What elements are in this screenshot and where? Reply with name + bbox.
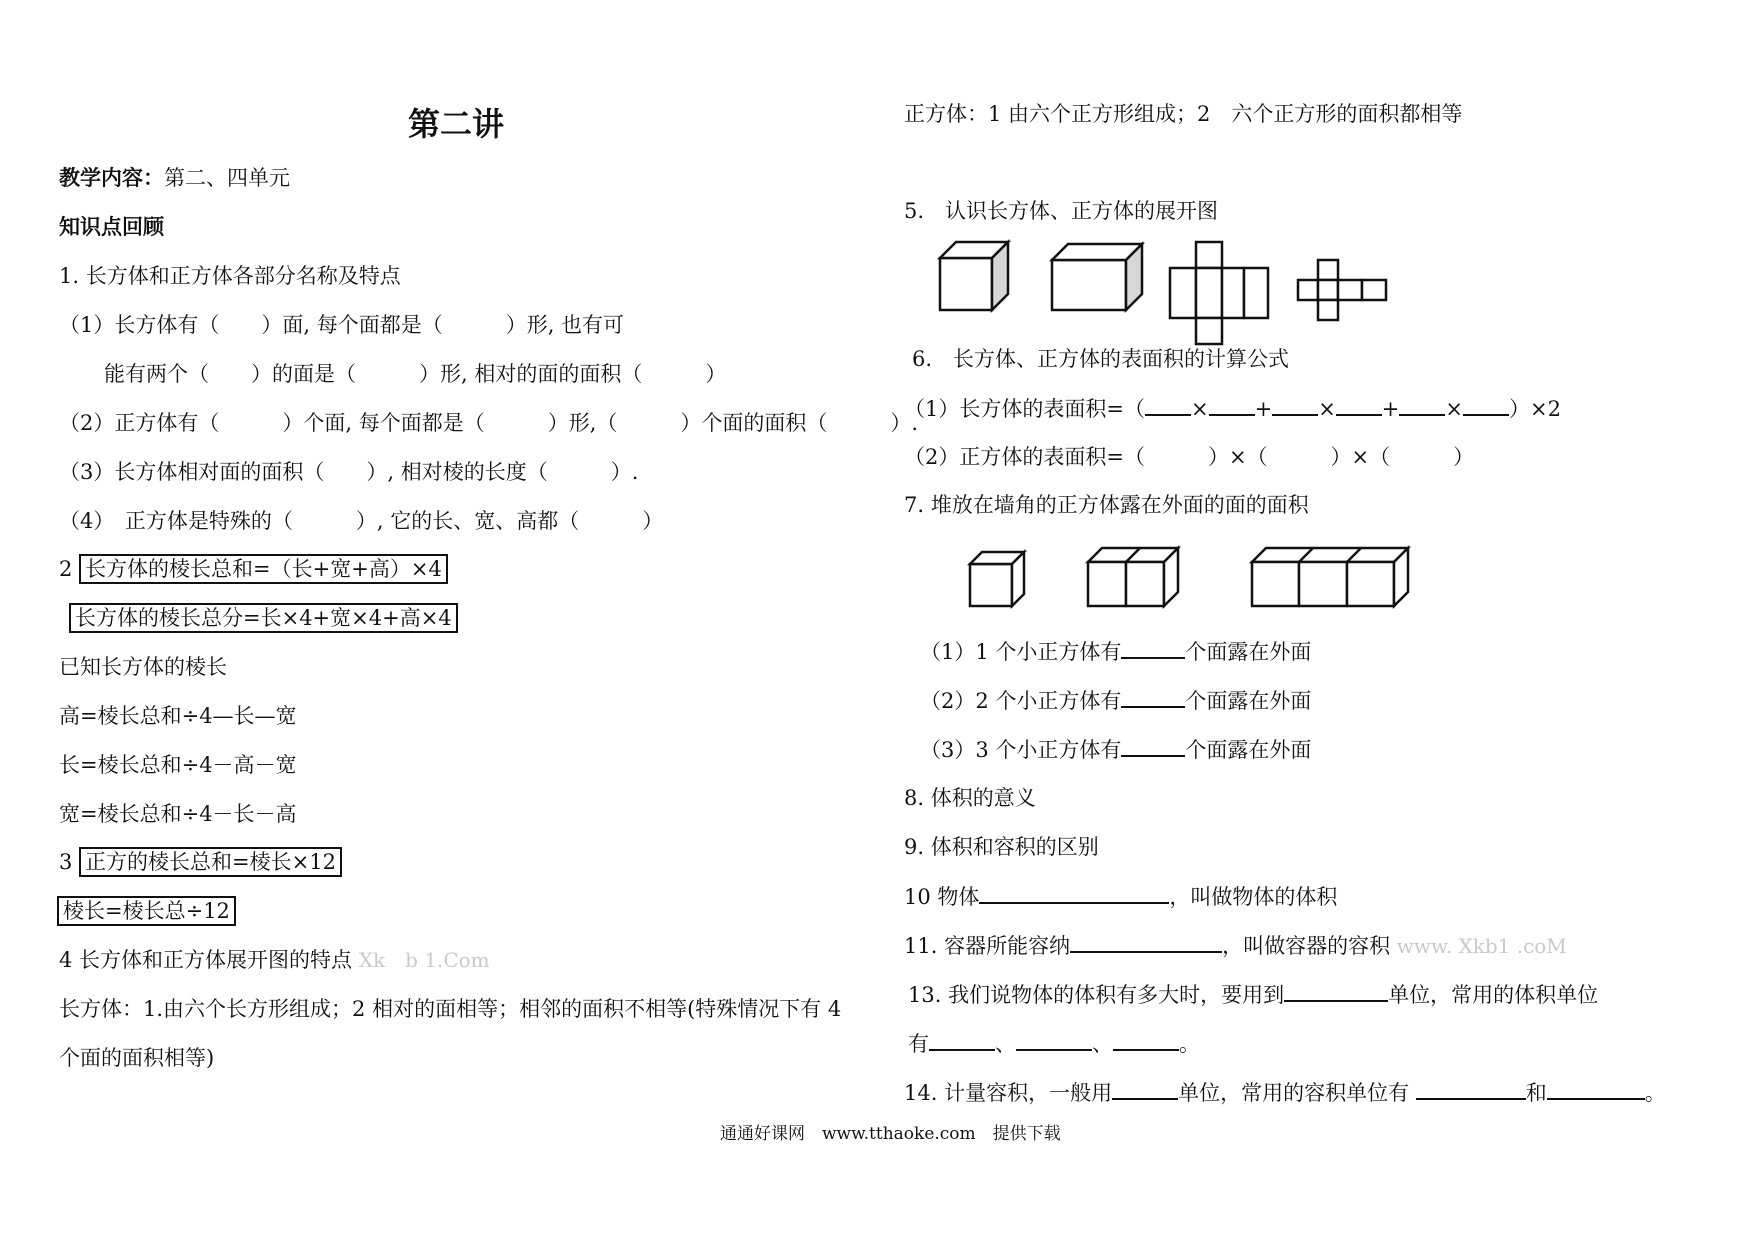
- review-heading: 知识点回顾: [59, 214, 164, 239]
- net-features-heading: 4 长方体和正方体展开图的特点: [59, 948, 353, 972]
- left-line-15: [59, 946, 490, 974]
- capacity-units-mid: 单位，常用的容积单位有: [1178, 1081, 1410, 1105]
- three-cubes-icon: [1252, 548, 1408, 606]
- watermark-left: Xk b 1.Com: [358, 948, 490, 972]
- blank[interactable]: [929, 1029, 995, 1051]
- left-line-5: （3）长方体相对面的面积（ ）, 相对棱的长度（ ）.: [59, 460, 639, 484]
- teaching-content: [59, 164, 290, 192]
- times-sign: ×: [1190, 397, 1209, 421]
- units-prefix: 有: [908, 1032, 929, 1056]
- volume-prefix: 10 物体: [904, 885, 980, 909]
- blank[interactable]: [1272, 394, 1318, 416]
- footer-credit: 通通好课网 www.tthaoke.com 提供下载: [720, 1124, 1061, 1144]
- left-line-4: （2）正方体有（ ）个面, 每个面都是（ ）形,（ ）个面的面积（ ）.: [59, 411, 919, 435]
- left-line-10: 高=棱长总和÷4—长—宽: [59, 704, 297, 728]
- capacity-prefix: 11. 容器所能容纳: [904, 934, 1071, 958]
- exposed-faces-2: [920, 686, 1311, 715]
- formula-edge-sum-alt: [69, 604, 458, 632]
- teaching-label: 教学内容：: [59, 165, 164, 190]
- left-line-11: 长=棱长总和÷4－高－宽: [59, 753, 297, 777]
- formula-number-3: 3: [59, 850, 73, 874]
- watermark-right: www. Xkb1 .coM: [1396, 934, 1567, 958]
- formula-box-cube-edge: 正方的棱长总和=棱长×12: [79, 847, 342, 877]
- plus-sign: +: [1381, 397, 1400, 421]
- cuboid-net-icon: [1298, 260, 1386, 320]
- left-line-1: 1. 长方体和正方体各部分名称及特点: [59, 264, 401, 288]
- units-end: 。: [1179, 1032, 1200, 1056]
- capacity-definition: [904, 931, 1567, 960]
- left-line-9: 已知长方体的棱长: [59, 655, 227, 679]
- blank[interactable]: [1070, 931, 1222, 953]
- blank[interactable]: [1416, 1078, 1526, 1100]
- blank[interactable]: [1399, 394, 1445, 416]
- capacity-units-question: [904, 1078, 1666, 1107]
- exposed-suffix: 个面露在外面: [1185, 640, 1312, 664]
- right-line-11: 9. 体积和容积的区别: [904, 835, 1099, 859]
- left-line-3: 能有两个（ ）的面是（ ）形, 相对的面的面积（ ）: [104, 362, 727, 386]
- left-line-2: （1）长方体有（ ）面, 每个面都是（ ）形, 也有可: [59, 313, 625, 337]
- two-cubes-icon: [1088, 548, 1178, 606]
- volume-units-suffix: 单位，常用的体积单位: [1388, 983, 1599, 1007]
- blank[interactable]: [1145, 394, 1191, 416]
- times-sign: ×: [1445, 397, 1464, 421]
- cuboid-surface-formula: [904, 394, 1561, 423]
- capacity-suffix: ，叫做容器的容积: [1222, 934, 1391, 958]
- formula-edge-sum: [59, 555, 448, 583]
- left-line-16: 长方体：1.由六个长方形组成；2 相对的面相等；相邻的面积不相等(特殊情况下有 4: [59, 997, 842, 1021]
- one-cube-icon: [970, 552, 1024, 606]
- capacity-units-prefix: 14. 计量容积，一般用: [904, 1081, 1113, 1105]
- blank[interactable]: [979, 882, 1169, 904]
- blank[interactable]: [1113, 1029, 1179, 1051]
- left-line-17: 个面的面积相等): [59, 1046, 215, 1070]
- formula-box-edge-sum: 长方体的棱长总和=（长+宽+高）×4: [79, 554, 448, 584]
- exposed-label-2: （2）2 个小正方体有: [920, 689, 1122, 713]
- left-line-12: 宽=棱长总和÷4－长－高: [59, 802, 297, 826]
- teaching-value: 第二、四单元: [164, 166, 290, 190]
- formula-prefix: （1）长方体的表面积=（: [904, 397, 1145, 421]
- page-title: 第二讲: [408, 105, 505, 143]
- right-line-10: 8. 体积的意义: [904, 786, 1036, 810]
- stacked-cubes-figure: [968, 548, 1408, 618]
- volume-units-prefix: 13. 我们说物体的体积有多大时，要用到: [908, 983, 1285, 1007]
- units-sep: 、: [995, 1032, 1016, 1056]
- right-line-6: 7. 堆放在墙角的正方体露在外面的面的面积: [904, 493, 1309, 517]
- blank[interactable]: [1463, 394, 1509, 416]
- volume-suffix: ，叫做物体的体积: [1169, 885, 1338, 909]
- volume-units-question: [908, 980, 1598, 1009]
- cube-figure: [940, 242, 1008, 310]
- cuboid-figure: [1052, 244, 1142, 310]
- exposed-suffix: 个面露在外面: [1185, 689, 1312, 713]
- volume-units-list: [908, 1029, 1200, 1058]
- plus-sign: +: [1254, 397, 1273, 421]
- times-sign: ×: [1318, 397, 1336, 421]
- blank[interactable]: [1112, 1078, 1178, 1100]
- exposed-faces-3: [920, 735, 1311, 764]
- formula-box-edge-length: 棱长=棱长总÷12: [57, 896, 236, 926]
- exposed-faces-1: [920, 637, 1311, 666]
- formula-edge-length: [57, 897, 236, 925]
- right-line-1: 正方体：1 由六个正方形组成；2 六个正方形的面积都相等: [904, 102, 1463, 126]
- formula-suffix: ）×2: [1509, 397, 1561, 421]
- blank[interactable]: [1209, 394, 1255, 416]
- right-line-2: 5. 认识长方体、正方体的展开图: [904, 199, 1219, 223]
- exposed-label-1: （1）1 个小正方体有: [920, 640, 1122, 664]
- right-line-5: （2）正方体的表面积=（ ）×（ ）×（ ）: [904, 445, 1475, 469]
- exposed-label-3: （3）3 个小正方体有: [920, 738, 1122, 762]
- blank[interactable]: [1121, 735, 1185, 757]
- formula-cube-edge: [59, 848, 342, 876]
- capacity-units-and: 和: [1525, 1081, 1547, 1105]
- blank[interactable]: [1121, 637, 1185, 659]
- volume-definition: [904, 882, 1337, 911]
- blank[interactable]: [1284, 980, 1388, 1002]
- formula-box-edge-sum-alt: 长方体的棱长总分=长×4+宽×4+高×4: [69, 603, 458, 633]
- cube-net-icon: [1170, 242, 1268, 344]
- blank[interactable]: [1547, 1078, 1645, 1100]
- units-sep: 、: [1092, 1032, 1113, 1056]
- net-figures: [938, 240, 1338, 340]
- right-line-3: 6. 长方体、正方体的表面积的计算公式: [912, 347, 1290, 371]
- formula-number-2: 2: [59, 557, 73, 581]
- blank[interactable]: [1016, 1029, 1092, 1051]
- capacity-units-end: 。: [1644, 1081, 1666, 1105]
- exposed-suffix: 个面露在外面: [1185, 738, 1312, 762]
- blank[interactable]: [1121, 686, 1185, 708]
- blank[interactable]: [1336, 394, 1382, 416]
- left-line-6: （4） 正方体是特殊的（ ）, 它的长、宽、高都（ ）: [59, 509, 664, 533]
